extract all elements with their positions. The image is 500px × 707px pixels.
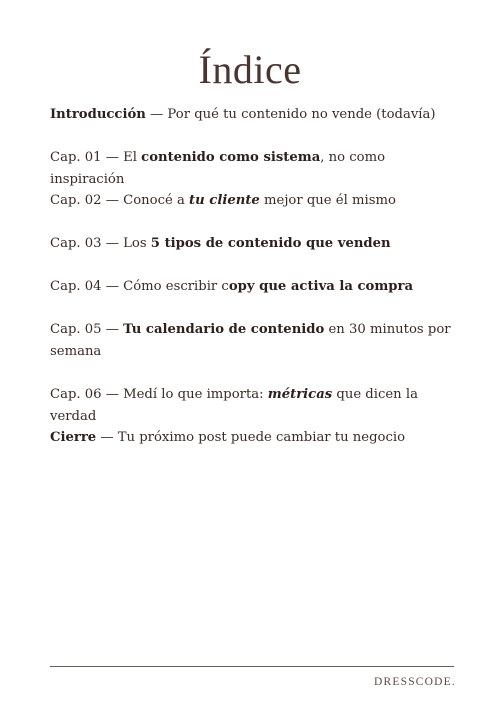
footer-divider [50, 666, 454, 667]
toc-entry-text: Cap. 05 — [50, 322, 124, 337]
toc-entry-introduccion [50, 104, 436, 126]
brand-wordmark: DRESSCODE. [374, 676, 456, 688]
toc-entry-emphasis: 5 tipos de contenido que venden [150, 236, 391, 251]
toc-entry-cap-03 [50, 233, 391, 255]
toc-entry-emphasis: Cierre [50, 430, 97, 445]
toc-entry-cap-06 [50, 384, 460, 428]
toc-entry-text: , no como inspiración [50, 150, 386, 187]
toc-entry-text: Cap. 02 — Conocé a [50, 193, 190, 208]
toc-entry-text: mejor que él mismo [259, 193, 396, 208]
toc-entry-cierre [50, 427, 405, 449]
toc-entry-cap-04 [50, 276, 413, 298]
toc-entry-text: en 30 minutos por semana [50, 322, 451, 359]
toc-entry-text: Cap. 06 — Medí lo que importa: [50, 387, 268, 402]
page-title: Índice [198, 47, 302, 92]
toc-entry-text: Cap. 04 — Cómo escribir c [50, 279, 229, 294]
toc-entry-text: — Tu próximo post puede cambiar tu negocio [96, 430, 406, 445]
toc-entry-emphasis: métricas [267, 387, 333, 402]
toc-entry-emphasis: Introducción [50, 107, 146, 122]
toc-entry-emphasis: Tu calendario de contenido [123, 322, 325, 337]
toc-entry-text: Cap. 01 — El [50, 150, 142, 165]
toc-entry-cap-02 [50, 190, 396, 212]
toc-entry-text: que dicen la verdad [50, 387, 418, 424]
toc-entry-emphasis: opy que activa la compra [228, 279, 414, 294]
toc-entry-text: — Por qué tu contenido no vende (todavía) [145, 107, 436, 122]
toc-entry-cap-05 [50, 319, 460, 363]
toc-entry-emphasis: tu cliente [189, 193, 260, 208]
toc-entry-emphasis: contenido como sistema [141, 150, 321, 165]
toc-entry-text: Cap. 03 — Los [50, 236, 151, 251]
toc-entry-cap-01 [50, 147, 460, 191]
